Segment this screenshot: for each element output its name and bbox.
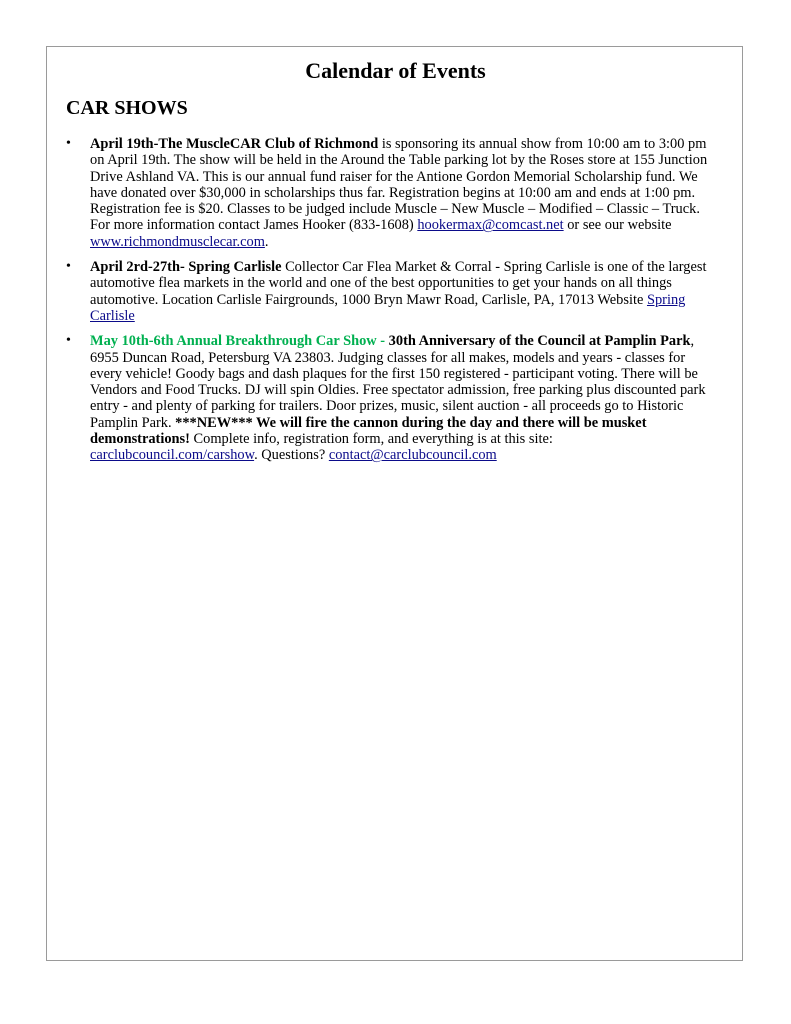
bullet-icon: • <box>66 259 71 275</box>
event-new-notice: ***NEW*** We will fire the cannon during the day and there will be musket demonstrations! <box>90 414 647 448</box>
event-heading: April 19th-The MuscleCAR Club of Richmond <box>90 136 379 152</box>
event-body: , 6955 Duncan Road, Petersburg VA 23803. Judging classes for all makes, models and years - classes for every vehicle! Goody bags and dash plaques for the first 150 registered - participant voting. There will be Vendors and Food Trucks. DJ will spin Oldies. Free spectator admission, free parking plus discounted park entry - and plenty of parking for trailers. Door prizes, music, silent auction - all proceeds go to Historic Pamplin Park. <box>90 333 706 431</box>
bullet-icon: • <box>66 136 71 151</box>
event-body: is sponsoring its annual show from 10:00 am to 3:00 pm on April 19th. The show will be held in the Around the Table parking lot by the Roses store at 155 Junction Drive Ashland VA. This is our annual fund raiser for the Antione Gordon Memorial Scholarship fund. We have donated over $30,000 in scholarships thus far. Registration begins at 10:00 am and ends at 1:00 pm. Registration fee is $20. Classes to be judged include Muscle – New Muscle – Modified – Classic – Truck. For more information contact James Hooker (833-1608) <box>90 136 708 234</box>
event-heading: 30th Anniversary of the Council at Pamplin Park <box>388 333 691 350</box>
event-list <box>66 136 716 473</box>
email-link[interactable]: hookermax@comcast.net <box>417 217 564 234</box>
event-body: Collector Car Flea Market & Corral - Spring Carlisle is one of the largest automotive flea markets in the world and one of the best opportunities to get your hands on all things automotive. Location Carlisle Fairgrounds, 1000 Bryn Mawr Road, Carlisle, PA, 17013 Website <box>90 259 707 308</box>
page-title: Calendar of Events <box>305 58 486 83</box>
event-body: Complete info, registration form, and everything is at this site: <box>189 431 553 448</box>
event-text: . Questions? <box>254 447 329 464</box>
website-link[interactable]: carclubcouncil.com/carshow <box>90 447 255 464</box>
event-heading: April 2rd-27th- Spring Carlisle <box>90 259 282 276</box>
event-text: . <box>264 233 269 250</box>
website-link[interactable]: Spring Carlisle <box>90 291 686 324</box>
event-text: or see our website <box>563 217 672 234</box>
bullet-icon: • <box>66 333 71 349</box>
event-heading-green: May 10th-6th Annual Breakthrough Car Show - <box>90 333 389 350</box>
list-item <box>66 136 716 250</box>
website-link[interactable]: www.richmondmusclecar.com <box>90 233 265 250</box>
list-item <box>66 333 716 463</box>
list-item <box>66 259 716 324</box>
email-link[interactable]: contact@carclubcouncil.com <box>328 447 497 464</box>
section-heading: CAR SHOWS <box>66 97 188 119</box>
